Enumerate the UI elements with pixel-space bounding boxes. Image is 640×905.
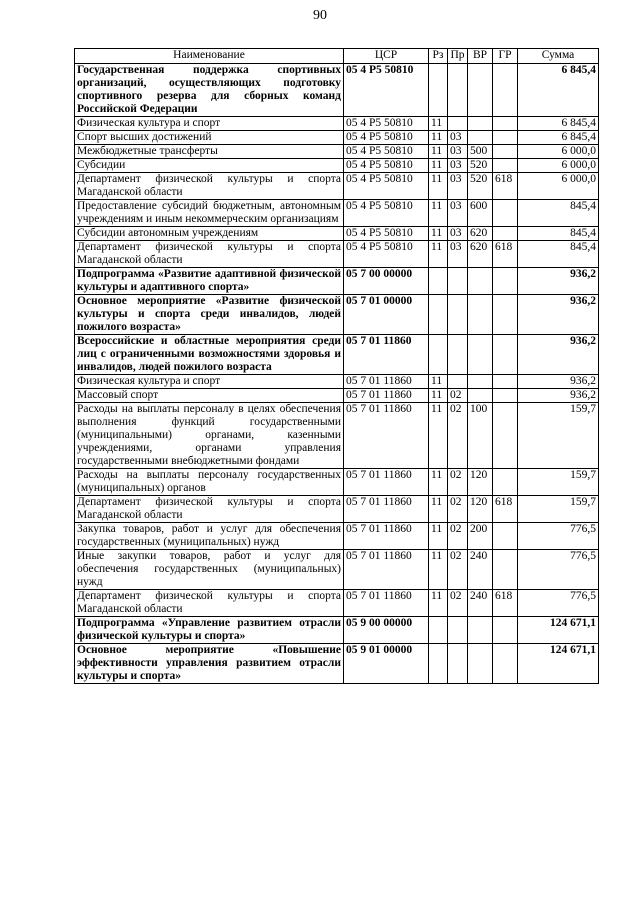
row-sum: 936,2 — [518, 375, 599, 389]
row-gr — [493, 389, 518, 403]
row-name: Спорт высших достижений — [75, 131, 344, 145]
row-csr: 05 4 Р5 50810 — [344, 159, 429, 173]
row-gr: 618 — [493, 496, 518, 523]
row-name: Субсидии автономным учреждениям — [75, 227, 344, 241]
table-row — [75, 131, 599, 145]
row-gr — [493, 268, 518, 295]
row-vr: 100 — [468, 403, 493, 469]
row-vr: 600 — [468, 200, 493, 227]
row-vr — [468, 131, 493, 145]
table-row — [75, 469, 599, 496]
row-pr: 03 — [448, 200, 468, 227]
table-row — [75, 295, 599, 335]
row-sum: 936,2 — [518, 335, 599, 375]
row-rz: 11 — [429, 117, 448, 131]
row-csr: 05 7 01 11860 — [344, 335, 429, 375]
table-row — [75, 227, 599, 241]
row-sum: 936,2 — [518, 295, 599, 335]
row-csr: 05 4 Р5 50810 — [344, 64, 429, 117]
row-name: Предоставление субсидий бюджетным, автономным учреждениям и иным некоммерческим организациям — [75, 200, 344, 227]
row-sum: 159,7 — [518, 469, 599, 496]
row-vr: 120 — [468, 496, 493, 523]
row-csr: 05 4 Р5 50810 — [344, 173, 429, 200]
header-gr: ГР — [493, 49, 518, 64]
table-row — [75, 590, 599, 617]
row-csr: 05 7 01 11860 — [344, 523, 429, 550]
row-csr: 05 7 01 11860 — [344, 375, 429, 389]
row-name: Подпрограмма «Развитие адаптивной физической культуры и адаптивного спорта» — [75, 268, 344, 295]
row-pr — [448, 268, 468, 295]
row-gr — [493, 159, 518, 173]
row-gr — [493, 145, 518, 159]
row-name: Департамент физической культуры и спорта Магаданской области — [75, 241, 344, 268]
row-rz: 11 — [429, 375, 448, 389]
table-row — [75, 159, 599, 173]
row-name: Физическая культура и спорт — [75, 375, 344, 389]
table-row — [75, 375, 599, 389]
row-sum: 124 671,1 — [518, 644, 599, 684]
row-name: Расходы на выплаты персоналу государственных (муниципальных) органов — [75, 469, 344, 496]
row-gr — [493, 200, 518, 227]
table-row — [75, 64, 599, 117]
table-row — [75, 117, 599, 131]
row-gr — [493, 644, 518, 684]
row-pr — [448, 295, 468, 335]
row-rz: 11 — [429, 241, 448, 268]
row-vr — [468, 117, 493, 131]
row-rz: 11 — [429, 496, 448, 523]
row-name: Всероссийские и областные мероприятия среди лиц с ограниченными возможностями здоровья и инвалидов, людей пожилого возраста — [75, 335, 344, 375]
row-pr: 02 — [448, 469, 468, 496]
row-vr — [468, 644, 493, 684]
row-rz: 11 — [429, 131, 448, 145]
row-vr — [468, 268, 493, 295]
header-pr: Пр — [448, 49, 468, 64]
header-vr: ВР — [468, 49, 493, 64]
row-rz: 11 — [429, 389, 448, 403]
row-csr: 05 4 Р5 50810 — [344, 145, 429, 159]
row-gr — [493, 117, 518, 131]
row-rz: 11 — [429, 227, 448, 241]
row-sum: 845,4 — [518, 241, 599, 268]
row-csr: 05 4 Р5 50810 — [344, 131, 429, 145]
row-csr: 05 7 00 00000 — [344, 268, 429, 295]
row-rz — [429, 335, 448, 375]
row-name: Основное мероприятие «Развитие физической культуры и спорта среди инвалидов, людей пожилого возраста» — [75, 295, 344, 335]
row-pr: 02 — [448, 403, 468, 469]
row-csr: 05 4 Р5 50810 — [344, 117, 429, 131]
row-pr: 02 — [448, 590, 468, 617]
row-sum: 6 000,0 — [518, 145, 599, 159]
row-vr — [468, 375, 493, 389]
row-sum: 124 671,1 — [518, 617, 599, 644]
row-name: Массовый спорт — [75, 389, 344, 403]
row-gr — [493, 550, 518, 590]
row-rz: 11 — [429, 403, 448, 469]
row-rz: 11 — [429, 173, 448, 200]
row-csr: 05 7 01 00000 — [344, 295, 429, 335]
row-gr — [493, 617, 518, 644]
row-vr — [468, 335, 493, 375]
row-pr — [448, 117, 468, 131]
row-pr: 03 — [448, 173, 468, 200]
table-row — [75, 550, 599, 590]
row-csr: 05 4 Р5 50810 — [344, 241, 429, 268]
row-name: Основное мероприятие «Повышение эффективности управления развитием отрасли культуры и спорта» — [75, 644, 344, 684]
row-pr: 02 — [448, 496, 468, 523]
row-rz: 11 — [429, 159, 448, 173]
row-gr — [493, 375, 518, 389]
row-gr — [493, 523, 518, 550]
row-rz: 11 — [429, 523, 448, 550]
row-vr: 620 — [468, 227, 493, 241]
row-rz — [429, 644, 448, 684]
row-rz — [429, 64, 448, 117]
row-sum: 159,7 — [518, 496, 599, 523]
row-sum: 776,5 — [518, 523, 599, 550]
row-vr — [468, 617, 493, 644]
row-pr: 03 — [448, 131, 468, 145]
row-sum: 776,5 — [518, 590, 599, 617]
table-row — [75, 268, 599, 295]
row-vr: 620 — [468, 241, 493, 268]
header-rz: Рз — [429, 49, 448, 64]
row-name: Государственная поддержка спортивных организаций, осуществляющих подготовку спортивного резерва для сборных команд Российской Федерации — [75, 64, 344, 117]
table-row — [75, 617, 599, 644]
row-pr — [448, 335, 468, 375]
row-pr: 03 — [448, 241, 468, 268]
row-gr — [493, 335, 518, 375]
row-rz: 11 — [429, 469, 448, 496]
row-sum: 936,2 — [518, 268, 599, 295]
row-csr: 05 7 01 11860 — [344, 403, 429, 469]
header-name: Наименование — [75, 49, 344, 64]
row-sum: 845,4 — [518, 200, 599, 227]
row-csr: 05 7 01 11860 — [344, 590, 429, 617]
row-name: Иные закупки товаров, работ и услуг для обеспечения государственных (муниципальных) нужд — [75, 550, 344, 590]
row-rz — [429, 617, 448, 644]
row-name: Закупка товаров, работ и услуг для обеспечения государственных (муниципальных) нужд — [75, 523, 344, 550]
row-rz — [429, 268, 448, 295]
row-rz: 11 — [429, 200, 448, 227]
row-csr: 05 7 01 11860 — [344, 389, 429, 403]
row-gr — [493, 295, 518, 335]
row-gr — [493, 131, 518, 145]
row-pr — [448, 644, 468, 684]
row-gr: 618 — [493, 241, 518, 268]
table-row — [75, 335, 599, 375]
table-row — [75, 523, 599, 550]
header-sum: Сумма — [518, 49, 599, 64]
row-vr — [468, 389, 493, 403]
row-gr — [493, 469, 518, 496]
row-pr: 02 — [448, 550, 468, 590]
budget-table — [74, 48, 599, 684]
row-name: Подпрограмма «Управление развитием отрасли физической культуры и спорта» — [75, 617, 344, 644]
row-vr: 240 — [468, 590, 493, 617]
row-vr: 500 — [468, 145, 493, 159]
table-row — [75, 145, 599, 159]
row-gr: 618 — [493, 590, 518, 617]
row-gr — [493, 403, 518, 469]
row-name: Субсидии — [75, 159, 344, 173]
row-gr — [493, 64, 518, 117]
row-sum: 845,4 — [518, 227, 599, 241]
row-pr: 03 — [448, 227, 468, 241]
row-pr — [448, 64, 468, 117]
row-sum: 6 845,4 — [518, 131, 599, 145]
row-sum: 776,5 — [518, 550, 599, 590]
row-name: Расходы на выплаты персоналу в целях обеспечения выполнения функций государственными (муниципальными) органами, казенными учреждениями, органами управления государственными внебюджетными фондами — [75, 403, 344, 469]
table-row — [75, 496, 599, 523]
row-name: Межбюджетные трансферты — [75, 145, 344, 159]
row-csr: 05 4 Р5 50810 — [344, 227, 429, 241]
table-row — [75, 241, 599, 268]
row-rz: 11 — [429, 145, 448, 159]
table-row — [75, 173, 599, 200]
row-pr: 02 — [448, 523, 468, 550]
row-vr — [468, 295, 493, 335]
row-sum: 159,7 — [518, 403, 599, 469]
table-row — [75, 644, 599, 684]
row-pr: 03 — [448, 159, 468, 173]
row-name: Физическая культура и спорт — [75, 117, 344, 131]
row-gr — [493, 227, 518, 241]
table-row — [75, 403, 599, 469]
row-vr: 520 — [468, 173, 493, 200]
row-csr: 05 7 01 11860 — [344, 550, 429, 590]
row-csr: 05 9 00 00000 — [344, 617, 429, 644]
row-pr — [448, 375, 468, 389]
row-pr — [448, 617, 468, 644]
row-rz: 11 — [429, 590, 448, 617]
row-vr: 240 — [468, 550, 493, 590]
row-sum: 6 845,4 — [518, 64, 599, 117]
row-csr: 05 4 Р5 50810 — [344, 200, 429, 227]
row-vr: 200 — [468, 523, 493, 550]
row-csr: 05 7 01 11860 — [344, 469, 429, 496]
row-gr: 618 — [493, 173, 518, 200]
table-row — [75, 389, 599, 403]
table-header-row — [75, 49, 599, 64]
row-name: Департамент физической культуры и спорта Магаданской области — [75, 173, 344, 200]
row-rz: 11 — [429, 550, 448, 590]
row-sum: 6 000,0 — [518, 173, 599, 200]
row-name: Департамент физической культуры и спорта Магаданской области — [75, 590, 344, 617]
row-csr: 05 7 01 11860 — [344, 496, 429, 523]
row-vr: 120 — [468, 469, 493, 496]
row-csr: 05 9 01 00000 — [344, 644, 429, 684]
row-name: Департамент физической культуры и спорта Магаданской области — [75, 496, 344, 523]
row-vr: 520 — [468, 159, 493, 173]
row-rz — [429, 295, 448, 335]
row-pr: 02 — [448, 389, 468, 403]
row-sum: 6 000,0 — [518, 159, 599, 173]
table-row — [75, 200, 599, 227]
row-sum: 6 845,4 — [518, 117, 599, 131]
row-vr — [468, 64, 493, 117]
row-pr: 03 — [448, 145, 468, 159]
row-sum: 936,2 — [518, 389, 599, 403]
page-number: 90 — [313, 8, 327, 23]
header-csr: ЦСР — [344, 49, 429, 64]
